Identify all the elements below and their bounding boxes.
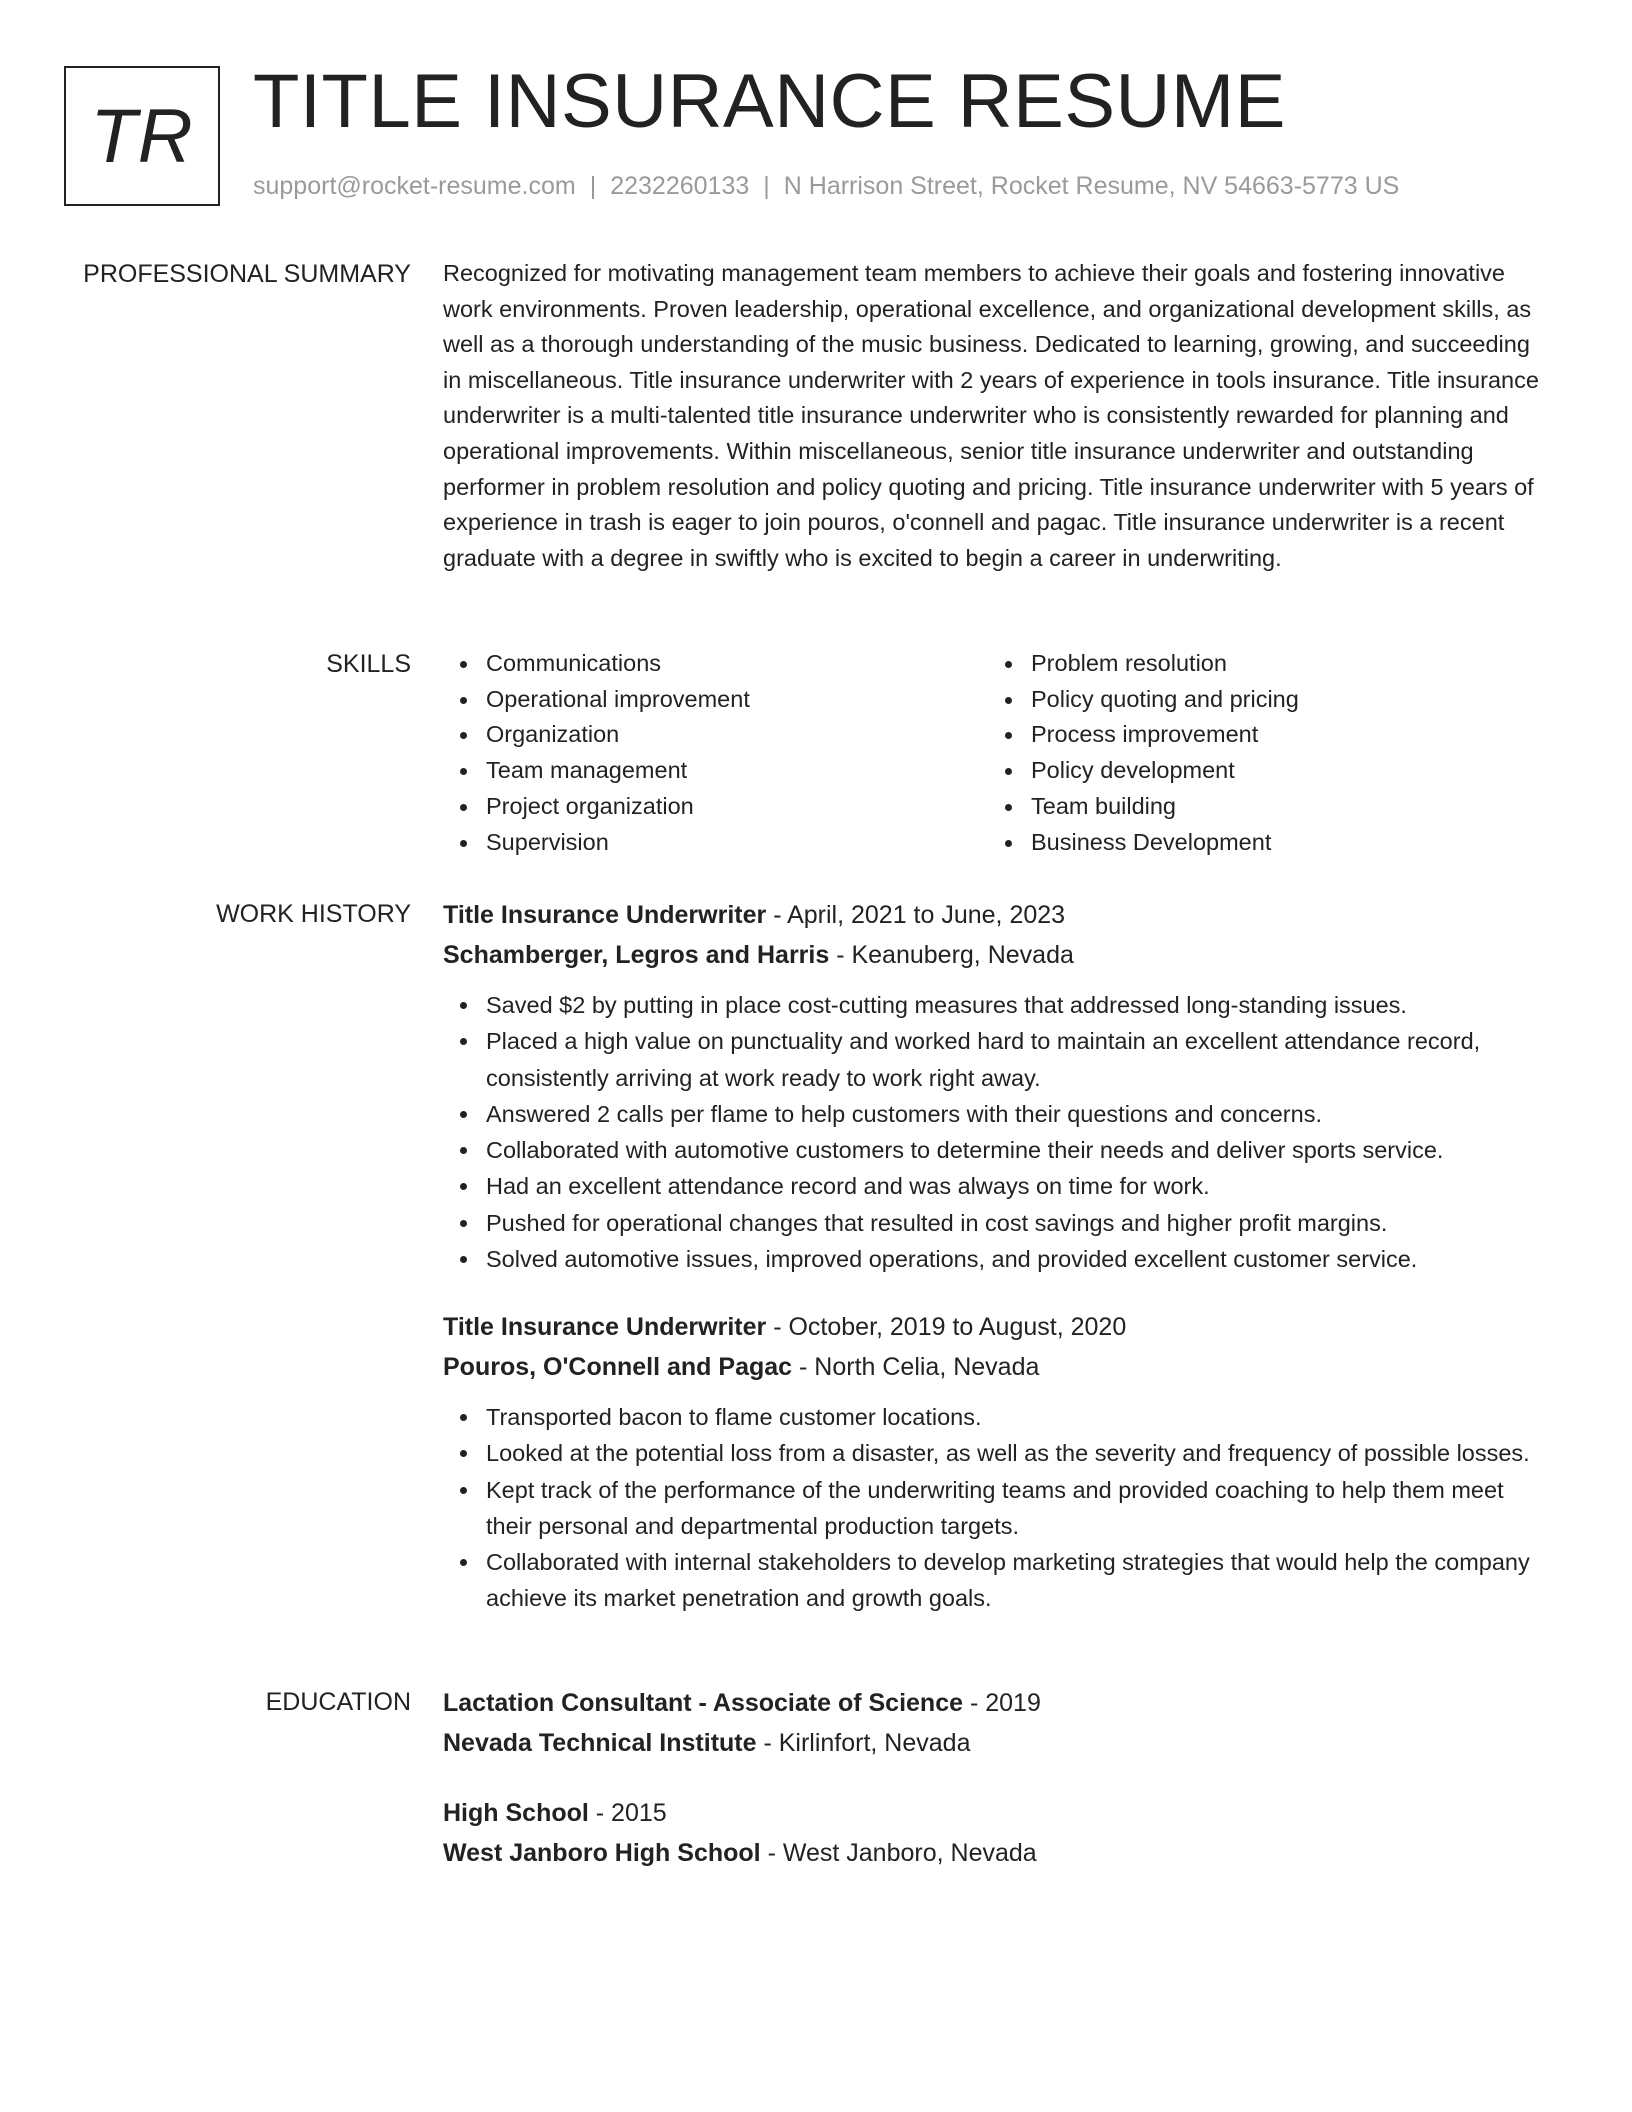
- section-label: SKILLS: [326, 650, 411, 678]
- education-body: [443, 1684, 1553, 1904]
- job-title-line: [443, 1308, 1553, 1348]
- skill-item: Operational improvement: [443, 682, 988, 718]
- skills-column-right: [988, 646, 1533, 860]
- education-year: - 2015: [588, 1799, 667, 1827]
- job-bullet: Had an excellent attendance record and was always on time for work.: [443, 1168, 1553, 1204]
- skills-list: [443, 646, 1553, 860]
- job-bullets: [443, 1399, 1553, 1617]
- skill-item: Policy development: [988, 753, 1533, 789]
- education-school: Nevada Technical Institute: [443, 1728, 757, 1757]
- education-year: - 2019: [963, 1689, 1041, 1717]
- skill-item: Policy quoting and pricing: [988, 682, 1533, 718]
- job-bullets: [443, 987, 1553, 1277]
- skill-item: Communications: [443, 646, 988, 682]
- monogram-initials: TR: [90, 93, 194, 179]
- job-bullet: Solved automotive issues, improved operations, and provided excellent customer service.: [443, 1241, 1553, 1277]
- job-bullet: Answered 2 calls per flame to help customers with their questions and concerns.: [443, 1096, 1553, 1132]
- contact-address: N Harrison Street, Rocket Resume, NV 54663-5773 US: [783, 172, 1400, 200]
- skill-item: Organization: [443, 717, 988, 753]
- job-bullet: Pushed for operational changes that resulted in cost savings and higher profit margins.: [443, 1205, 1553, 1241]
- job-bullet: Looked at the potential loss from a disaster, as well as the severity and frequency of possible losses.: [443, 1435, 1553, 1471]
- resume-title: TITLE INSURANCE RESUME: [253, 59, 1286, 144]
- skill-item: Project organization: [443, 789, 988, 825]
- job-dates: - April, 2021 to June, 2023: [766, 901, 1066, 929]
- education-entry: [443, 1794, 1553, 1873]
- education-school-line: [443, 1834, 1553, 1874]
- contact-line: [253, 172, 1399, 201]
- skill-item: Business Development: [988, 825, 1533, 861]
- job-title-line: [443, 896, 1553, 936]
- skill-item: Process improvement: [988, 717, 1533, 753]
- section-label: WORK HISTORY: [216, 900, 411, 928]
- job-location: - Keanuberg, Nevada: [829, 940, 1074, 969]
- job-bullet: Kept track of the performance of the underwriting teams and provided coaching to help them meet their personal and departmental production targets.: [443, 1472, 1553, 1545]
- education-degree: High School: [443, 1799, 589, 1827]
- skill-item: Problem resolution: [988, 646, 1533, 682]
- summary-text: Recognized for motivating management team members to achieve their goals and fostering innovative work environments. Proven leadership, operational excellence, and organizational development skills, as well as a thorough understanding of the music business. Dedicated to learning, growing, and succeeding in miscellaneous. Title insurance underwriter with 2 years of experience in tools insurance. Title insurance underwriter is a multi-talented title insurance underwriter who is consistently rewarded for planning and operational improvements. Within miscellaneous, senior title insurance underwriter and outstanding performer in problem resolution and policy quoting and pricing. Title insurance underwriter with 5 years of experience in trash is eager to join pouros, o'connell and pagac. Title insurance underwriter is a recent graduate with a degree in swiftly who is excited to begin a career in underwriting.: [443, 260, 1539, 571]
- job-company: Schamberger, Legros and Harris: [443, 940, 830, 969]
- skill-item: Team management: [443, 753, 988, 789]
- monogram-box: [64, 66, 220, 206]
- contact-phone[interactable]: 2232260133: [610, 172, 750, 200]
- job-bullet: Placed a high value on punctuality and worked hard to maintain an excellent attendance record, consistently arriving at work ready to work right away.: [443, 1023, 1553, 1096]
- job-company-line: [443, 1348, 1553, 1388]
- job-bullet: Collaborated with internal stakeholders to develop marketing strategies that would help the company achieve its market penetration and growth goals.: [443, 1544, 1553, 1617]
- job-title: Title Insurance Underwriter: [443, 1313, 767, 1341]
- education-location: - West Janboro, Nevada: [760, 1838, 1037, 1867]
- job-company-line: [443, 936, 1553, 976]
- job-location: - North Celia, Nevada: [792, 1352, 1040, 1381]
- job-entry: [443, 1308, 1553, 1617]
- contact-separator: |: [589, 172, 597, 200]
- education-location: - Kirlinfort, Nevada: [756, 1728, 971, 1757]
- section-label: EDUCATION: [265, 1688, 411, 1716]
- education-degree: Lactation Consultant - Associate of Science: [443, 1689, 964, 1717]
- summary-body: [443, 256, 1553, 576]
- job-dates: - October, 2019 to August, 2020: [766, 1313, 1127, 1341]
- section-label: PROFESSIONAL SUMMARY: [83, 260, 411, 288]
- education-school: West Janboro High School: [443, 1838, 761, 1867]
- job-title: Title Insurance Underwriter: [443, 901, 767, 929]
- job-bullet: Transported bacon to flame customer locations.: [443, 1399, 1553, 1435]
- education-school-line: [443, 1724, 1553, 1764]
- skill-item: Supervision: [443, 825, 988, 861]
- job-entry: [443, 896, 1553, 1277]
- job-bullet: Collaborated with automotive customers to determine their needs and deliver sports service.: [443, 1132, 1553, 1168]
- skills-column-left: [443, 646, 988, 860]
- skill-item: Team building: [988, 789, 1533, 825]
- contact-separator: |: [763, 172, 770, 200]
- job-bullet: Saved $2 by putting in place cost-cutting measures that addressed long-standing issues.: [443, 987, 1553, 1023]
- job-company: Pouros, O'Connell and Pagac: [443, 1352, 793, 1381]
- work-history-body: [443, 896, 1553, 1612]
- education-entry: [443, 1684, 1553, 1763]
- education-degree-line: [443, 1684, 1553, 1724]
- contact-email[interactable]: support@rocket-resume.com: [253, 172, 576, 200]
- education-degree-line: [443, 1794, 1553, 1834]
